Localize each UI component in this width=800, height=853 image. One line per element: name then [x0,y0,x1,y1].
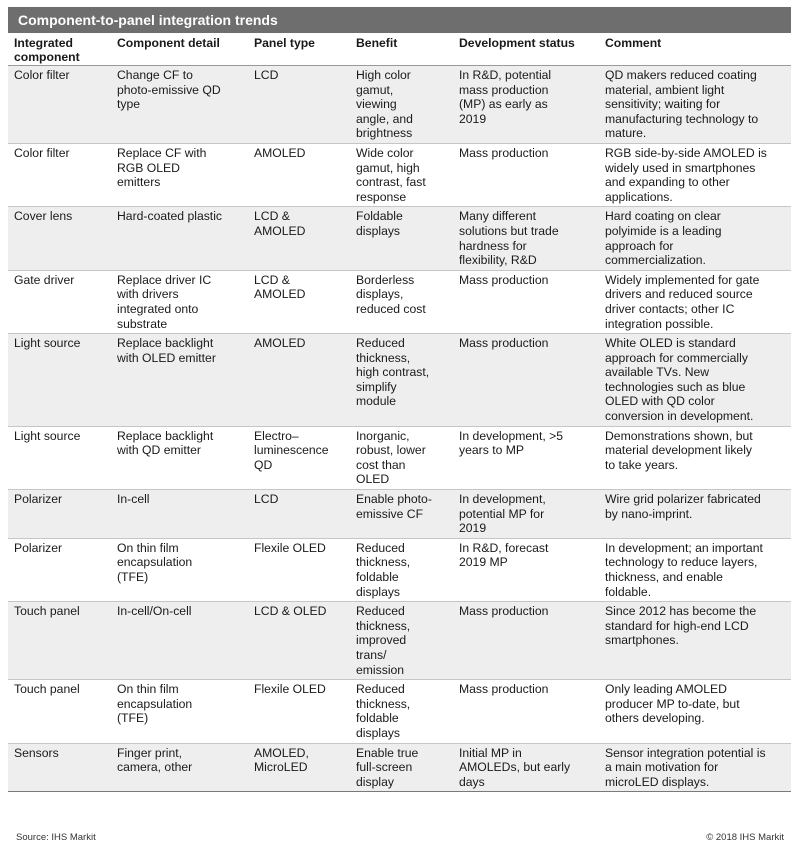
cell-development-status: Mass production [453,143,599,206]
cell-component-detail: Replace driver IC with drivers integrated onto substrate [111,270,248,333]
header-integrated-component: Integrated component [8,35,111,66]
cell-panel-type: LCD & AMOLED [248,207,350,270]
cell-panel-type: LCD [248,490,350,539]
cell-development-status: Many different solutions but trade hardness for flexibility, R&D [453,207,599,270]
table-body [8,66,791,792]
cell-component-detail: Finger print, camera, other [111,743,248,792]
table-row [8,207,791,270]
cell-comment: In development; an important technology to reduce layers, thickness, and enable foldable. [599,538,791,601]
cell-comment: White OLED is standard approach for commercially available TVs. New technologies such as blue OLED with QD color conversion in development. [599,334,791,427]
cell-integrated-component: Polarizer [8,490,111,539]
cell-benefit: Borderless displays, reduced cost [350,270,453,333]
cell-component-detail: Replace CF with RGB OLED emitters [111,143,248,206]
cell-integrated-component: Touch panel [8,680,111,743]
cell-benefit: Inorganic, robust, lower cost than OLED [350,426,453,489]
table-row [8,143,791,206]
header-development-status: Development status [453,35,599,66]
table-row [8,270,791,333]
cell-integrated-component: Color filter [8,66,111,144]
cell-development-status: Initial MP in AMOLEDs, but early days [453,743,599,792]
cell-integrated-component: Light source [8,334,111,427]
cell-comment: RGB side-by-side AMOLED is widely used in smartphones and expanding to other applications. [599,143,791,206]
table-row [8,602,791,680]
table-row [8,538,791,601]
cell-development-status: Mass production [453,270,599,333]
cell-development-status: Mass production [453,680,599,743]
cell-comment: Wire grid polarizer fabricated by nano-imprint. [599,490,791,539]
cell-development-status: In development, potential MP for 2019 [453,490,599,539]
cell-development-status: In development, >5 years to MP [453,426,599,489]
cell-component-detail: Change CF to photo-emissive QD type [111,66,248,144]
cell-comment: QD makers reduced coating material, ambient light sensitivity; waiting for manufacturing technology to mature. [599,66,791,144]
cell-development-status: In R&D, potential mass production (MP) as early as 2019 [453,66,599,144]
cell-development-status: Mass production [453,602,599,680]
cell-integrated-component: Color filter [8,143,111,206]
header-comment: Comment [599,35,791,66]
source-note: Source: IHS Markit [16,832,96,843]
cell-benefit: Foldable displays [350,207,453,270]
cell-component-detail: On thin film encapsulation (TFE) [111,680,248,743]
cell-integrated-component: Polarizer [8,538,111,601]
cell-panel-type: LCD & OLED [248,602,350,680]
cell-benefit: Reduced thickness, foldable displays [350,680,453,743]
cell-panel-type: AMOLED [248,334,350,427]
cell-benefit: Enable photo- emissive CF [350,490,453,539]
cell-integrated-component: Gate driver [8,270,111,333]
cell-comment: Sensor integration potential is a main motivation for microLED displays. [599,743,791,792]
header-row [8,35,791,66]
cell-development-status: In R&D, forecast 2019 MP [453,538,599,601]
cell-integrated-component: Light source [8,426,111,489]
cell-benefit: Reduced thickness, improved trans/ emission [350,602,453,680]
cell-integrated-component: Sensors [8,743,111,792]
table-row [8,490,791,539]
cell-comment: Demonstrations shown, but material development likely to take years. [599,426,791,489]
cell-development-status: Mass production [453,334,599,427]
table-row [8,743,791,792]
cell-component-detail: In-cell [111,490,248,539]
header-panel-type: Panel type [248,35,350,66]
cell-comment: Hard coating on clear polyimide is a leading approach for commercialization. [599,207,791,270]
integration-table [8,35,791,792]
table-header [8,35,791,66]
cell-component-detail: On thin film encapsulation (TFE) [111,538,248,601]
table-title: Component-to-panel integration trends [8,7,791,33]
copyright-note: © 2018 IHS Markit [706,832,784,843]
header-benefit: Benefit [350,35,453,66]
cell-panel-type: AMOLED, MicroLED [248,743,350,792]
cell-panel-type: LCD [248,66,350,144]
table-row [8,426,791,489]
cell-comment: Widely implemented for gate drivers and reduced source driver contacts; other IC integration possible. [599,270,791,333]
cell-panel-type: LCD & AMOLED [248,270,350,333]
cell-integrated-component: Cover lens [8,207,111,270]
table-row [8,680,791,743]
footer [16,832,784,843]
cell-component-detail: Hard-coated plastic [111,207,248,270]
cell-panel-type: AMOLED [248,143,350,206]
cell-benefit: Reduced thickness, foldable displays [350,538,453,601]
cell-component-detail: Replace backlight with OLED emitter [111,334,248,427]
cell-benefit: Wide color gamut, high contrast, fast response [350,143,453,206]
cell-component-detail: Replace backlight with QD emitter [111,426,248,489]
cell-integrated-component: Touch panel [8,602,111,680]
header-component-detail: Component detail [111,35,248,66]
table-row [8,66,791,144]
cell-panel-type: Electro– luminescence QD [248,426,350,489]
cell-comment: Only leading AMOLED producer MP to-date, but others developing. [599,680,791,743]
cell-benefit: Enable true full-screen display [350,743,453,792]
cell-panel-type: Flexile OLED [248,538,350,601]
cell-comment: Since 2012 has become the standard for high-end LCD smartphones. [599,602,791,680]
cell-benefit: High color gamut, viewing angle, and brightness [350,66,453,144]
cell-panel-type: Flexile OLED [248,680,350,743]
table-row [8,334,791,427]
cell-benefit: Reduced thickness, high contrast, simplify module [350,334,453,427]
cell-component-detail: In-cell/On-cell [111,602,248,680]
